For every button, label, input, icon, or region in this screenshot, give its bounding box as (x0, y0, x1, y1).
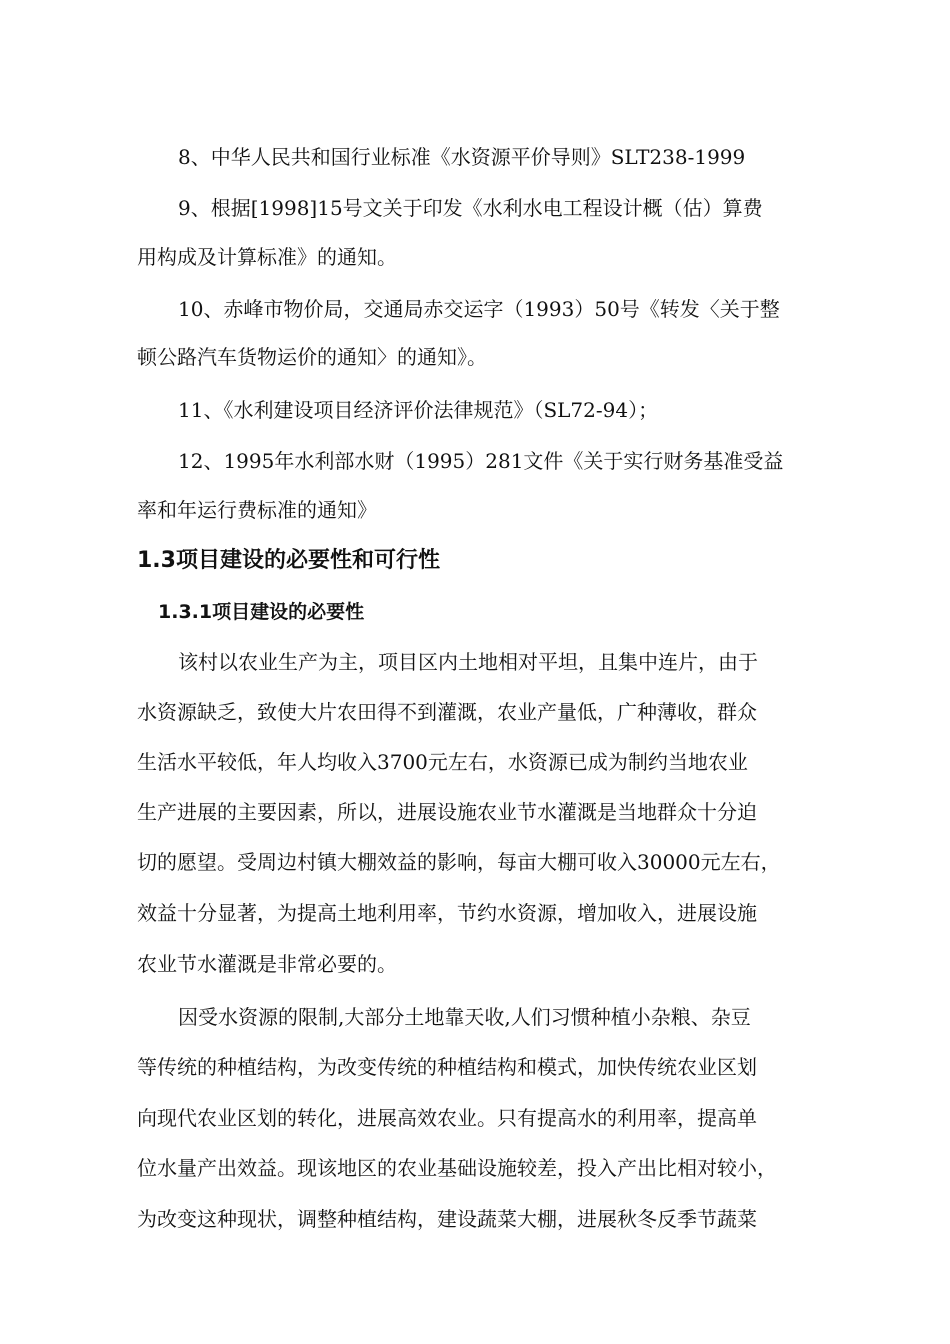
paragraph-line: 位水量产出效益。现该地区的农业基础设施较差，投入产出比相对较小， (137, 1156, 777, 1180)
reference-item-continuation: 顿公路汽车货物运价的通知〉的通知》。 (137, 345, 487, 369)
paragraph-line: 切的愿望。受周边村镇大棚效益的影响，每亩大棚可收入30000元左右， (137, 850, 781, 874)
paragraph-line: 该村以农业生产为主，项目区内土地相对平坦，且集中连片，由于 (178, 650, 758, 674)
paragraph-line: 生活水平较低，年人均收入3700元左右，水资源已成为制约当地农业 (137, 750, 748, 774)
subsection-heading: 1.3.1项目建设的必要性 (158, 601, 365, 623)
reference-item: 8、中华人民共和国行业标准《水资源平价导则》SLT238-1999 (178, 145, 746, 169)
paragraph-line: 农业节水灌溉是非常必要的。 (137, 952, 397, 976)
paragraph-line: 为改变这种现状，调整种植结构，建设蔬菜大棚，进展秋冬反季节蔬菜 (137, 1207, 757, 1231)
reference-item-continuation: 率和年运行费标准的通知》 (137, 498, 377, 522)
paragraph-line: 效益十分显著，为提高土地利用率，节约水资源，增加收入，进展设施 (137, 901, 757, 925)
reference-item: 12、1995年水利部水财（1995）281文件《关于实行财务基准受益 (178, 449, 784, 473)
reference-item: 10、赤峰市物价局，交通局赤交运字（1993）50号《转发〈关于整 (178, 297, 780, 321)
paragraph-line: 因受水资源的限制,大部分土地靠天收,人们习惯种植小杂粮、杂豆 (178, 1005, 751, 1029)
paragraph-line: 水资源缺乏，致使大片农田得不到灌溉，农业产量低，广种薄收，群众 (137, 700, 757, 724)
reference-item: 11、《水利建设项目经济评价法律规范》（SL72-94）； (178, 398, 659, 422)
reference-item: 9、根据[1998]15号文关于印发《水利水电工程设计概（估）算费 (178, 196, 763, 220)
paragraph-line: 生产进展的主要因素，所以，进展设施农业节水灌溉是当地群众十分迫 (137, 800, 757, 824)
paragraph-line: 等传统的种植结构，为改变传统的种植结构和模式，加快传统农业区划 (137, 1055, 757, 1079)
section-heading: 1.3项目建设的必要性和可行性 (137, 548, 440, 573)
reference-item-continuation: 用构成及计算标准》的通知。 (137, 245, 397, 269)
paragraph-line: 向现代农业区划的转化，进展高效农业。只有提高水的利用率，提高单 (137, 1106, 757, 1130)
